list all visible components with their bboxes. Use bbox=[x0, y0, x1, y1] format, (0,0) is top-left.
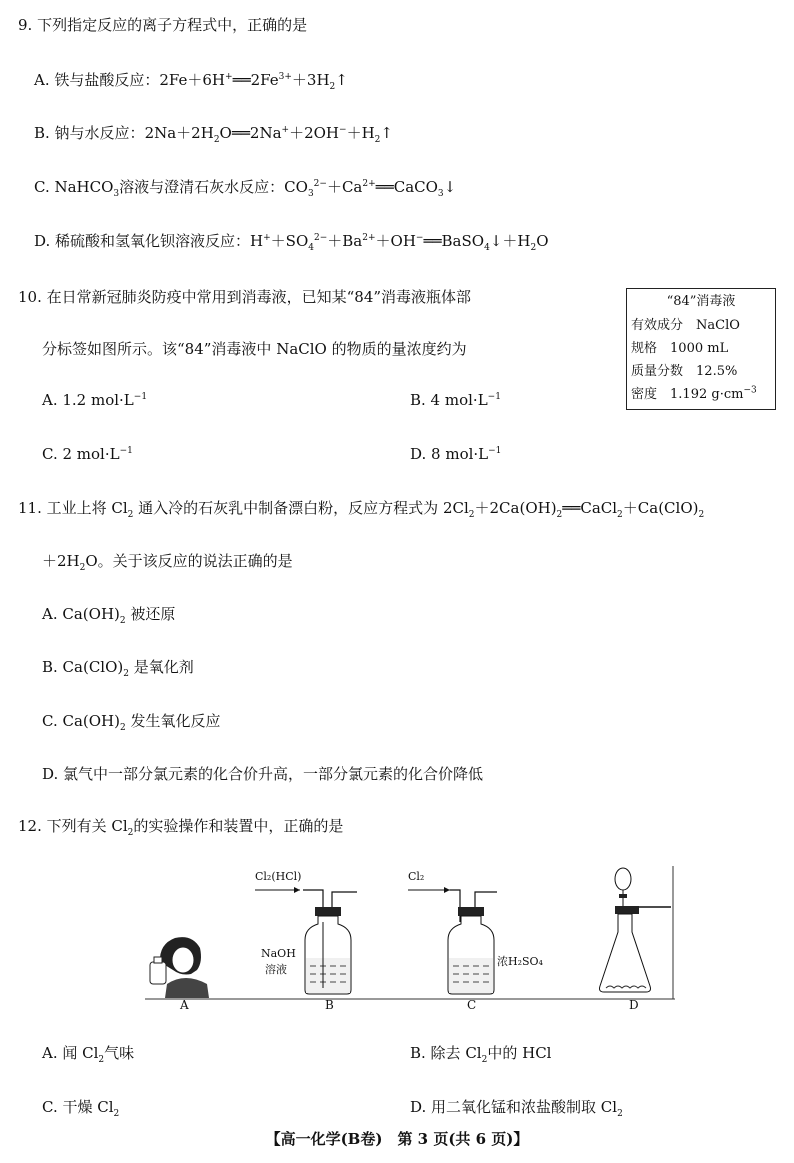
q10-option-b: B. 4 $mol\cdot L^{-1}$ bbox=[410, 391, 501, 409]
apparatus-figure bbox=[145, 862, 675, 1012]
label-row-spec: 规格 1000 mL bbox=[631, 341, 729, 356]
fig-letter-b: B bbox=[325, 998, 334, 1012]
q9-option-b: B. 钠与水反应：$2Na+2H_2O══2Na^++2OH^-+H_2↑$ bbox=[34, 124, 393, 145]
q12-option-b: B. 除去 $Cl_2$中的 HCl bbox=[410, 1044, 552, 1065]
fig-letter-a: A bbox=[180, 998, 189, 1012]
q11-option-b: B. $Ca(ClO)_2$ 是氧化剂 bbox=[42, 658, 194, 679]
wash-bottle-h2so4 bbox=[408, 887, 497, 994]
wash-bottle-naoh bbox=[255, 887, 357, 994]
erlenmeyer-with-funnel bbox=[600, 868, 672, 992]
q11-option-d: D. 氯气中一部分氯元素的化合价升高，一部分氯元素的化合价降低 bbox=[42, 765, 484, 783]
q10-stem-line2: 分标签如图所示。该“84”消毒液中 NaClO 的物质的量浓度约为 bbox=[42, 340, 467, 358]
fig-gas-label-b: Cl₂(HCl) bbox=[255, 870, 302, 883]
label-row-density: 密度 1.192 $g\cdot cm^{-3}$ bbox=[631, 385, 757, 402]
label-row-ingredient: 有效成分 NaClO bbox=[631, 318, 740, 333]
label-title: “84”消毒液 bbox=[666, 294, 736, 309]
fig-letter-d: D bbox=[629, 998, 639, 1012]
disinfectant-label-box bbox=[626, 288, 776, 410]
q10-option-a: A. 1.2 $mol\cdot L^{-1}$ bbox=[42, 391, 148, 409]
fig-gas-label-c: Cl₂ bbox=[408, 870, 425, 883]
q10-option-d: D. 8 $mol\cdot L^{-1}$ bbox=[410, 445, 502, 463]
q12-option-a: A. 闻 $Cl_2$气味 bbox=[42, 1044, 135, 1065]
apparatus-illustration bbox=[145, 862, 675, 1012]
q11-stem-line2: $+2H_2O$。关于该反应的说法正确的是 bbox=[42, 552, 293, 573]
q9-stem: 9. 下列指定反应的离子方程式中，正确的是 bbox=[18, 16, 308, 34]
q11-option-a: A. $Ca(OH)_2$ 被还原 bbox=[42, 605, 176, 626]
q12-option-c: C. 干燥 $Cl_2$ bbox=[42, 1098, 120, 1119]
q12-stem: 12. 下列有关 $Cl_2$的实验操作和装置中，正确的是 bbox=[18, 817, 344, 838]
q9-option-d: D. 稀硫酸和氢氧化钡溶液反应：$H^++SO_4^{2-}+Ba^{2+}+OH^-══BaSO_4↓+H_2O$ bbox=[34, 232, 549, 253]
page-footer: 【高一化学(B卷) 第 3 页(共 6 页)】 bbox=[265, 1130, 529, 1148]
fig-naoh-label: NaOH bbox=[261, 947, 296, 960]
q11-stem-line1: 11. 工业上将 $Cl_2$ 通入冷的石灰乳中制备漂白粉，反应方程式为 $2Cl_2+2Ca(OH)_2══CaCl_2+Ca(ClO)_2$ bbox=[18, 499, 705, 520]
person-smelling-bottle bbox=[150, 937, 209, 998]
fig-letter-c: C bbox=[467, 998, 477, 1012]
q10-option-c: C. 2 $mol\cdot L^{-1}$ bbox=[42, 445, 133, 463]
label-row-mass-fraction: 质量分数 12.5% bbox=[631, 364, 738, 379]
fig-naoh-solution-label: 溶液 bbox=[265, 963, 287, 976]
q12-option-d: D. 用二氧化锰和浓盐酸制取 $Cl_2$ bbox=[410, 1098, 623, 1119]
q9-option-a: A. 铁与盐酸反应：$2Fe+6H^+══2Fe^{3+}+3H_2↑$ bbox=[34, 71, 348, 92]
q11-option-c: C. $Ca(OH)_2$ 发生氧化反应 bbox=[42, 712, 221, 733]
fig-h2so4-label: 浓H₂SO₄ bbox=[497, 955, 543, 968]
q10-stem-line1: 10. 在日常新冠肺炎防疫中常用到消毒液，已知某“84”消毒液瓶体部 bbox=[18, 288, 472, 306]
q9-option-c: C. NaHCO$_3$溶液与澄清石灰水反应：$CO_3^{2-}+Ca^{2+}══CaCO_3↓$ bbox=[34, 178, 457, 199]
